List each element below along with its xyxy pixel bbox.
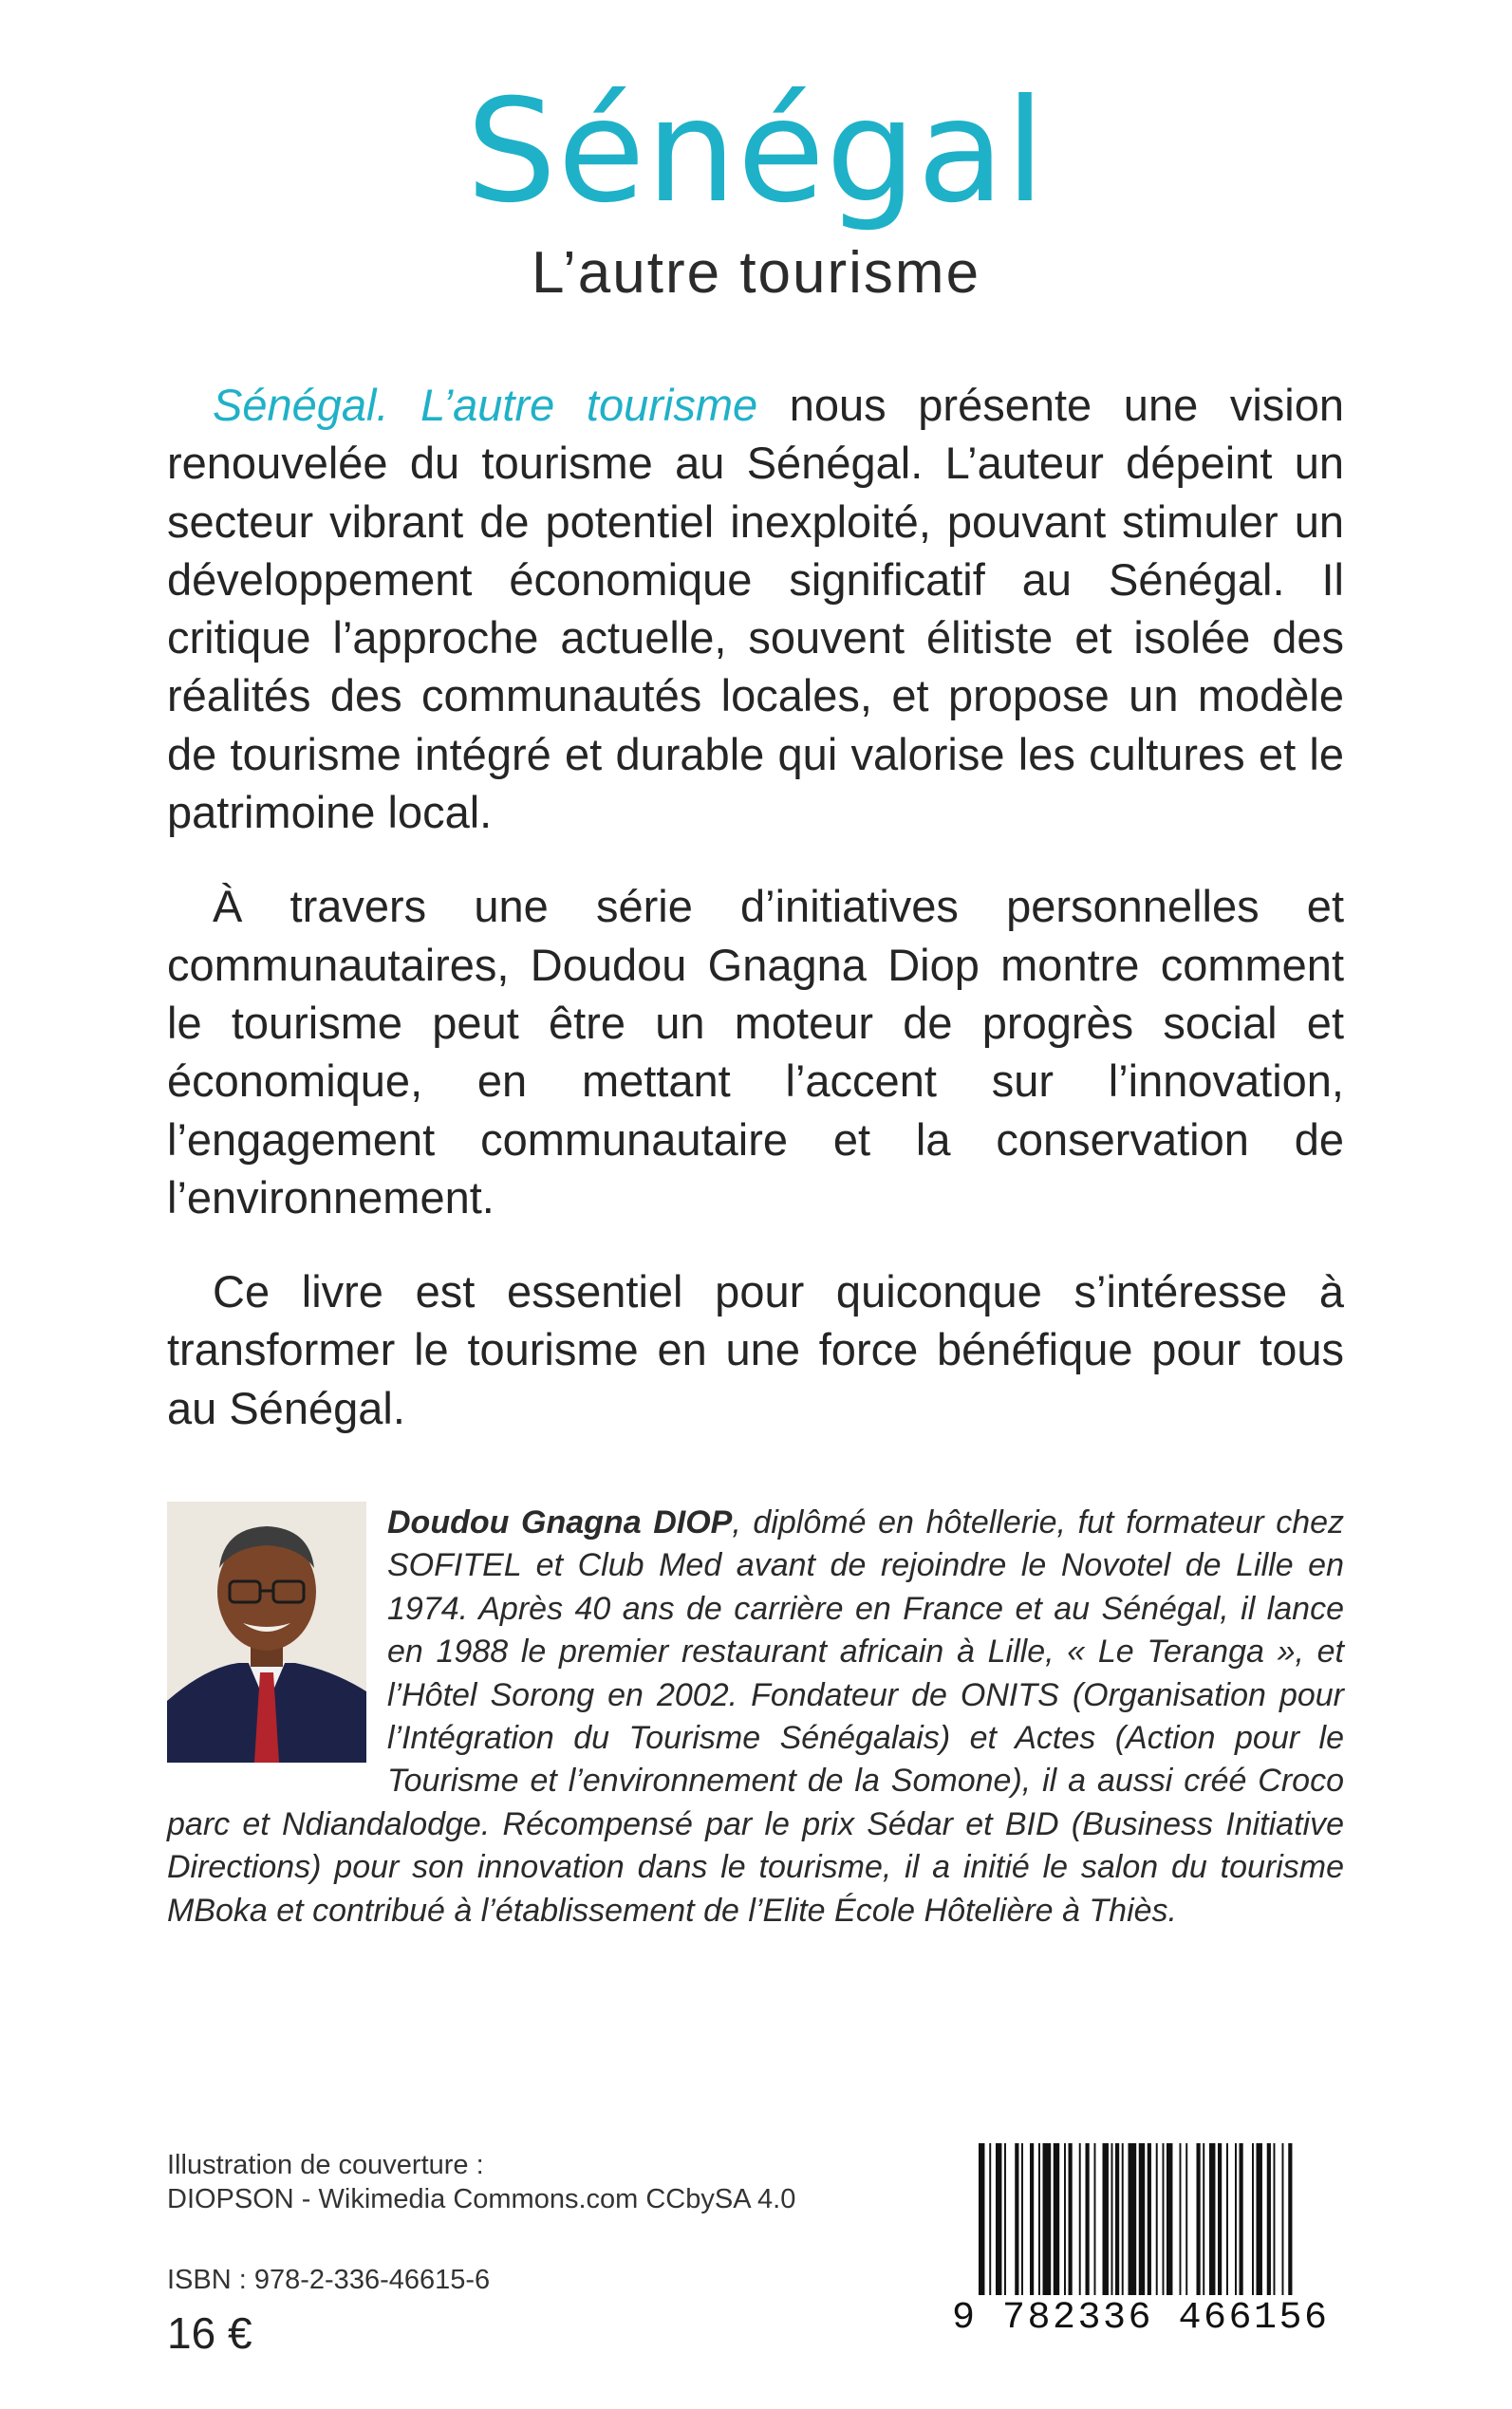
cover-subtitle: L’autre tourisme: [531, 240, 981, 306]
barcode-digits: 9 782336 466156: [952, 2297, 1330, 2340]
blurb-book-title: Sénégal. L’autre tourisme: [213, 380, 758, 430]
blurb-paragraph-1: [167, 376, 1344, 841]
barcode-bars: [952, 2143, 1343, 2295]
cover-credits: [167, 2148, 831, 2216]
author-name: Doudou Gnagna DIOP: [387, 1504, 733, 1541]
isbn: ISBN : 978-2-336-46615-6: [167, 2265, 491, 2295]
credits-source: DIOPSON - Wikimedia Commons.com CCbySA 4.0: [167, 2184, 796, 2214]
blurb-paragraph-3: Ce livre est essentiel pour quiconque s’intéresse à transformer le tourisme en une force bénéfique pour tous au Sénégal.: [167, 1266, 1344, 1433]
author-bio-text: , diplômé en hôtellerie, fut formateur chez SOFITEL et Club Med avant de rejoindre le Novotel de Lille en 1974. Après 40 ans de carrière en France et au Sénégal, il lance en 1988 le premier restaurant africain à Lille, « Le Teranga », et l’Hôtel Sorong en 2002. Fondateur de ONITS (Organisation pour l’Intégration du Tourisme Sénégalais) et Actes (Action pour le Tourisme et l’environnement de la Somone), il a aussi créé Croco parc et Ndiandalodge. Récompensé par le prix Sédar et BID (Business Initiative Directions) pour son innovation dans le tourisme, il a initié le salon du tourisme MBoka et contribué à l’établissement de l’Elite École Hôtelière à Thiès.: [167, 1504, 1345, 1929]
blurb: [167, 376, 1344, 1473]
author-bio: [167, 1502, 1344, 1933]
credits-label: Illustration de couverture :: [167, 2150, 484, 2180]
blurb-paragraph-1-text: nous présente une vision renouvelée du tourisme au Sénégal. L’auteur dépeint un secteur vibrant de potentiel inexploité, pouvant stimuler un développement économique significatif au Sénégal. Il critique l’approche actuelle, souvent élitiste et isolée des réalités des communautés locales, et propose un modèle de tourisme intégré et durable qui valorise les cultures et le patrimoine local.: [167, 380, 1344, 838]
price: 16 €: [167, 2308, 252, 2358]
cover-title: Sénégal: [466, 69, 1046, 234]
author-photo: [167, 1502, 366, 1763]
blurb-paragraph-2: À travers une série d’initiatives personnelles et communautaires, Doudou Gnagna Diop montre comment le tourisme peut être un moteur de progrès social et économique, en mettant l’accent sur l’innovation, l’engagement communautaire et la conservation de l’environnement.: [167, 881, 1344, 1223]
